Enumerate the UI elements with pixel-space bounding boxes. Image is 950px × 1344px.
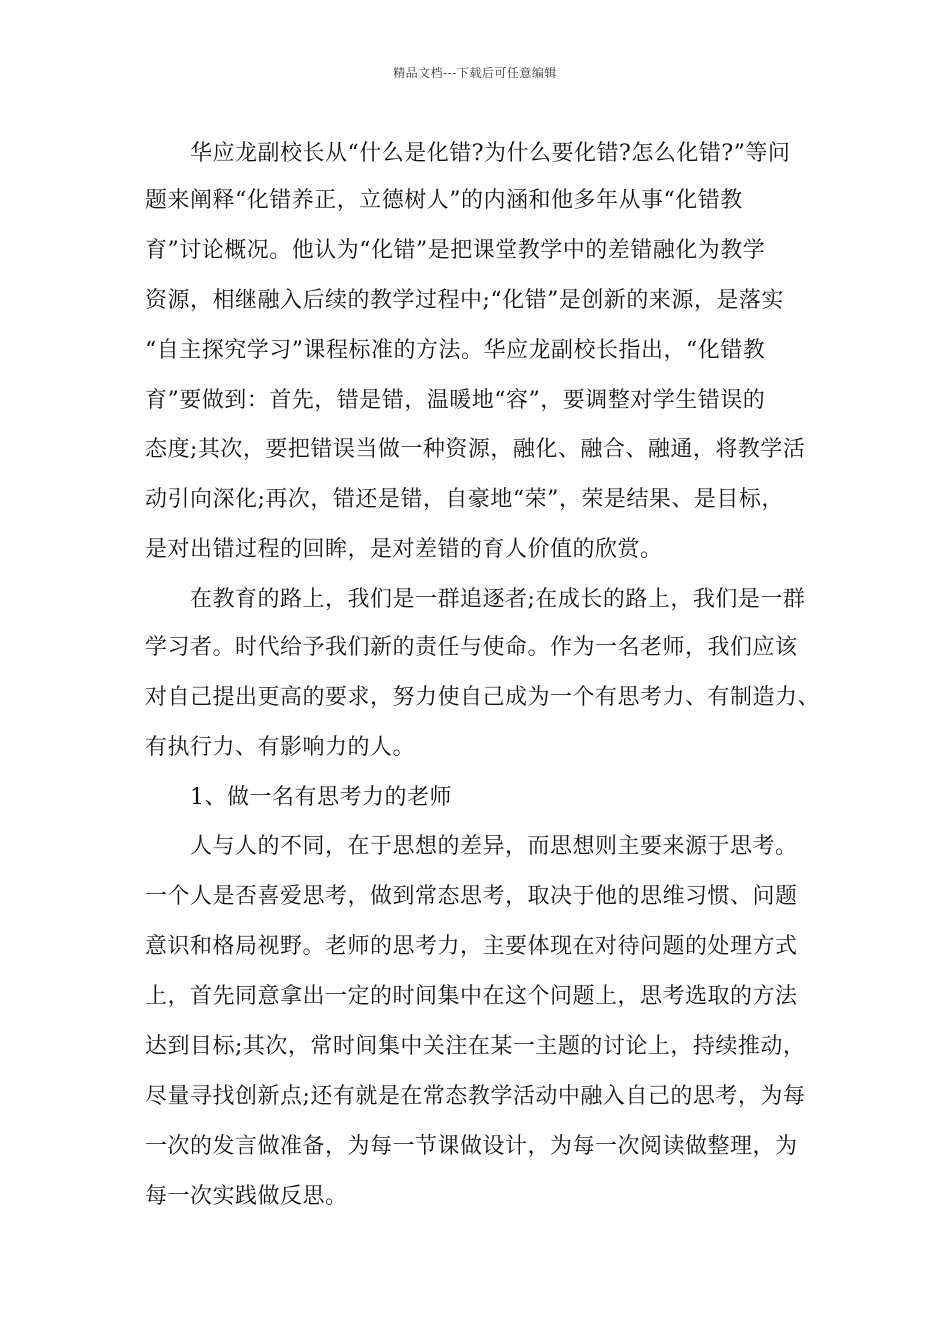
- paragraph-line: 有执行力、有影响力的人。: [145, 735, 416, 760]
- paragraph-line: “自主探究学习”课程标准的方法。华应龙副校长指出，“化错教: [145, 338, 766, 363]
- paragraph-line: 一次的发言做准备，为每一节课做设计，为每一次阅读做整理，为: [145, 1134, 798, 1159]
- paragraph-line: 在教育的路上，我们是一群追逐者;在成长的路上，我们是一群: [190, 587, 806, 612]
- paragraph-line: 每一次实践做反思。: [145, 1184, 348, 1209]
- paragraph-line: 上，首先同意拿出一定的时间集中在这个问题上，思考选取的方法: [145, 984, 798, 1009]
- page-header: 精品文档---下载后可任意编辑: [393, 66, 557, 80]
- paragraph-line: 动引向深化;再次，错还是错，自豪地“荣”，荣是结果、是目标，: [145, 487, 784, 512]
- paragraph-line: 尽量寻找创新点;还有就是在常态教学活动中融入自己的思考，为每: [145, 1084, 806, 1109]
- paragraph-line: 资源，相继融入后续的教学过程中;“化错”是创新的来源，是落实: [145, 288, 784, 313]
- paragraph-line: 意识和格局视野。老师的思考力，主要体现在对待问题的处理方式: [145, 934, 798, 959]
- paragraph-line: 态度;其次，要把错误当做一种资源，融化、融合、融通，将教学活: [145, 437, 806, 462]
- paragraph-line: 育”要做到：首先，错是错，温暖地“容”，要调整对学生错误的: [145, 388, 766, 413]
- paragraph-line: 题来阐释“化错养正，立德树人”的内涵和他多年从事“化错教: [145, 188, 743, 213]
- paragraph-line: 华应龙副校长从“什么是化错?为什么要化错?怎么化错?”等问: [190, 141, 791, 166]
- paragraph-line: 育”讨论概况。他认为“化错”是把课堂教学中的差错融化为教学: [145, 238, 766, 263]
- section-heading-text: 1、做一名有思考力的老师: [190, 785, 452, 810]
- paragraph-line: 达到目标;其次，常时间集中关注在某一主题的讨论上，持续推动，: [145, 1034, 806, 1059]
- paragraph-line: 是对出错过程的回眸，是对差错的育人价值的欣赏。: [145, 537, 663, 562]
- paragraph-line: 人与人的不同，在于思想的差异，而思想则主要来源于思考。: [190, 834, 798, 859]
- paragraph-line: 学习者。时代给予我们新的责任与使命。作为一名老师，我们应该: [145, 635, 798, 660]
- paragraph-line: 一个人是否喜爱思考，做到常态思考，取决于他的思维习惯、问题: [145, 884, 798, 909]
- paragraph-line: 对自己提出更高的要求，努力使自己成为一个有思考力、有制造力、: [145, 685, 821, 710]
